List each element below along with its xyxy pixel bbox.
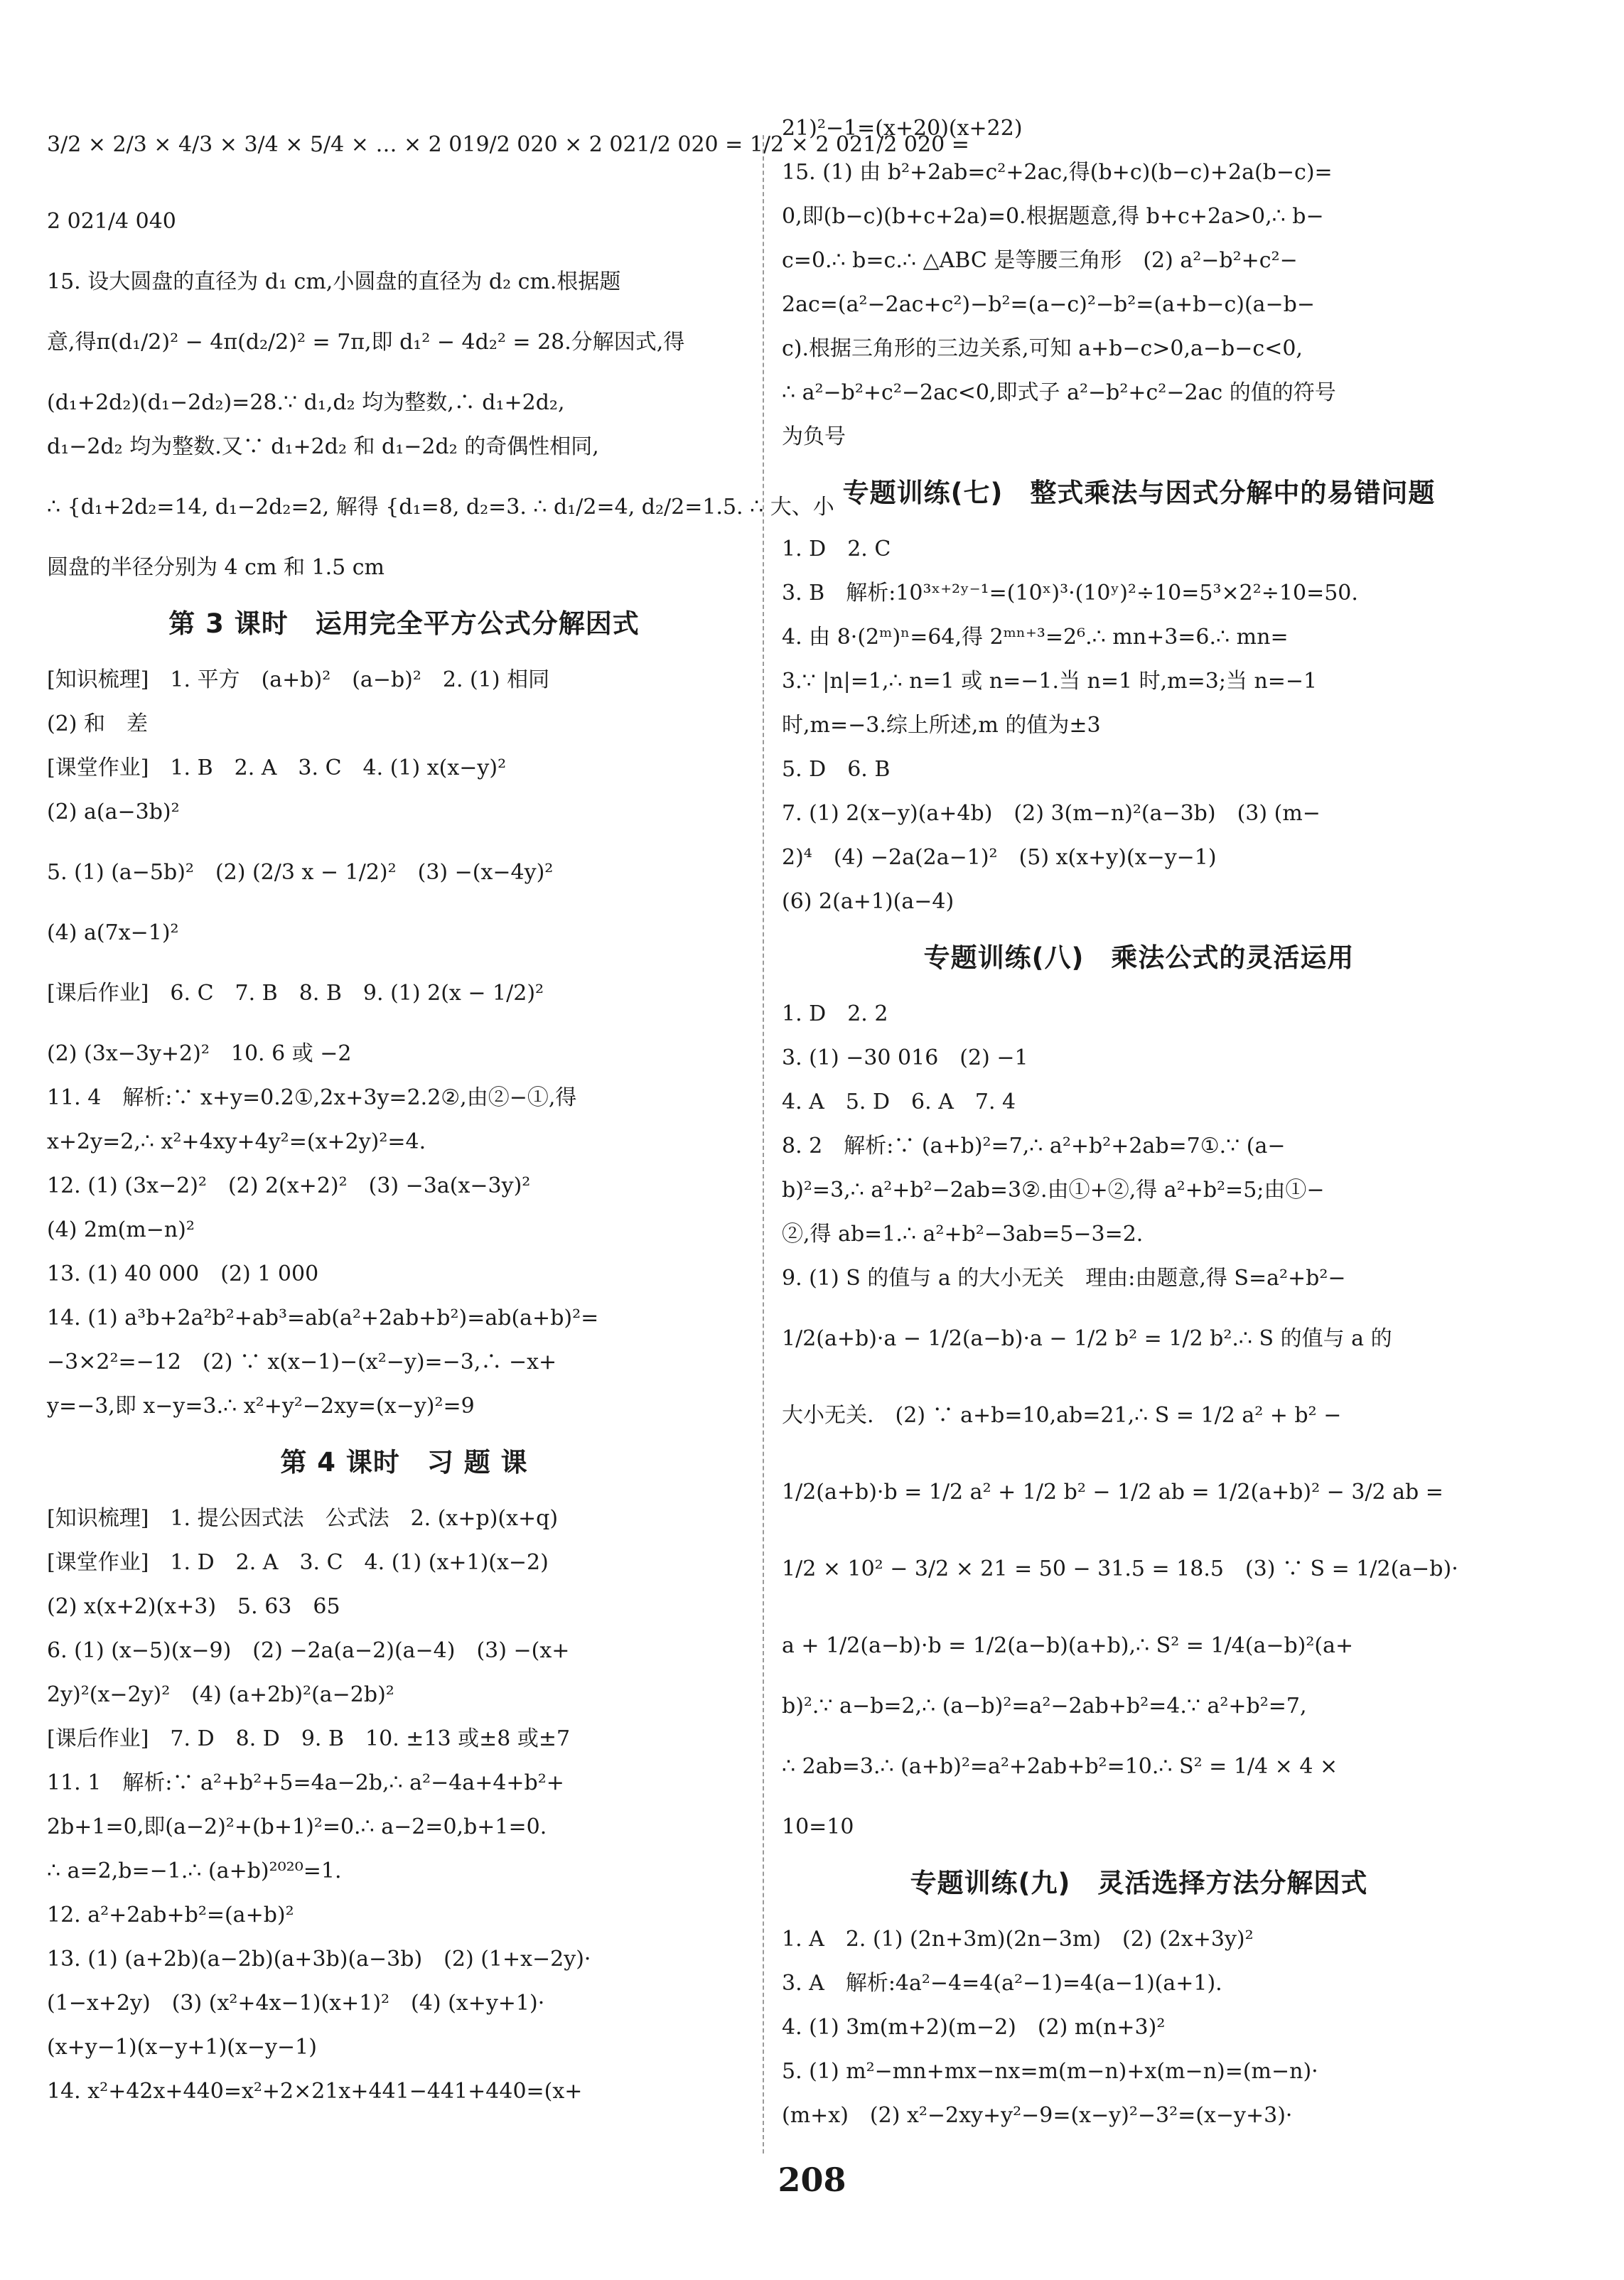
- text-line: 12. (1) (3x−2)² (2) 2(x+2)² (3) −3a(x−3y)²: [47, 1173, 531, 1198]
- text-line: [课后作业] 6. C 7. B 8. B 9. (1) 2(x − 1/2)²: [47, 981, 544, 1006]
- text-line: (m+x) (2) x²−2xy+y²−9=(x−y)²−3²=(x−y+3)·: [782, 2103, 1293, 2128]
- text-line: 3/2 × 2/3 × 4/3 × 3/4 × 5/4 × … × 2 019/2 020 × 2 021/2 020 = 1/2 × 2 021/2 020 =: [47, 132, 969, 157]
- text-line: 21)²−1=(x+20)(x+22): [782, 116, 1023, 141]
- text-line: [课堂作业] 1. D 2. A 3. C 4. (1) (x+1)(x−2): [47, 1550, 549, 1575]
- text-line: 1. D 2. C: [782, 537, 891, 561]
- text-line: y=−3,即 x−y=3.∴ x²+y²−2xy=(x−y)²=9: [47, 1394, 475, 1419]
- text-line: 1. A 2. (1) (2n+3m)(2n−3m) (2) (2x+3y)²: [782, 1927, 1254, 1952]
- text-line: 9. (1) S 的值与 a 的大小无关 理由:由题意,得 S=a²+b²−: [782, 1266, 1346, 1291]
- text-line: 6. (1) (x−5)(x−9) (2) −2a(a−2)(a−4) (3) −(x+: [47, 1638, 570, 1663]
- section-heading: 第 4 课时 习 题 课: [280, 1447, 528, 1478]
- text-line: (6) 2(a+1)(a−4): [782, 889, 954, 914]
- text-line: 10=10: [782, 1814, 854, 1839]
- text-line: 3. A 解析:4a²−4=4(a²−1)=4(a−1)(a+1).: [782, 1971, 1222, 1996]
- text-line: c).根据三角形的三边关系,可知 a+b−c>0,a−b−c<0,: [782, 336, 1303, 361]
- text-line: (1−x+2y) (3) (x²+4x−1)(x+1)² (4) (x+y+1)·: [47, 1991, 545, 2016]
- text-line: 3.∵ |n|=1,∴ n=1 或 n=−1.当 n=1 时,m=3;当 n=−1: [782, 669, 1318, 694]
- text-line: b)²=3,∴ a²+b²−2ab=3②.由①+②,得 a²+b²=5;由①−: [782, 1178, 1325, 1203]
- text-line: 11. 1 解析:∵ a²+b²+5=4a−2b,∴ a²−4a+4+b²+: [47, 1770, 564, 1795]
- text-line: 2 021/4 040: [47, 209, 176, 234]
- text-line: 11. 4 解析:∵ x+y=0.2①,2x+3y=2.2②,由②−①,得: [47, 1085, 577, 1110]
- text-line: (x+y−1)(x−y+1)(x−y−1): [47, 2035, 317, 2060]
- section-heading: 第 3 课时 运用完全平方公式分解因式: [168, 608, 640, 639]
- text-line: (2) 和 差: [47, 711, 149, 736]
- text-line: 圆盘的半径分别为 4 cm 和 1.5 cm: [47, 555, 385, 580]
- section-heading: 专题训练(八) 乘法公式的灵活运用: [923, 942, 1355, 973]
- text-line: 时,m=−3.综上所述,m 的值为±3: [782, 713, 1101, 738]
- text-line: 1/2(a+b)·b = 1/2 a² + 1/2 b² − 1/2 ab = 1/2(a+b)² − 3/2 ab =: [782, 1480, 1443, 1505]
- text-line: 意,得π(d₁/2)² − 4π(d₂/2)² = 7π,即 d₁² − 4d₂² = 28.分解因式,得: [47, 330, 685, 355]
- text-line: 2)⁴ (4) −2a(2a−1)² (5) x(x+y)(x−y−1): [782, 845, 1217, 870]
- text-line: 0,即(b−c)(b+c+2a)=0.根据题意,得 b+c+2a>0,∴ b−: [782, 204, 1324, 229]
- text-line: b)².∵ a−b=2,∴ (a−b)²=a²−2ab+b²=4.∵ a²+b²=7,: [782, 1694, 1307, 1719]
- text-line: 4. A 5. D 6. A 7. 4: [782, 1090, 1016, 1114]
- text-line: 12. a²+2ab+b²=(a+b)²: [47, 1903, 294, 1927]
- text-line: [知识梳理] 1. 平方 (a+b)² (a−b)² 2. (1) 相同: [47, 667, 550, 692]
- text-line: ∴ a=2,b=−1.∴ (a+b)²⁰²⁰=1.: [47, 1859, 342, 1883]
- text-line: 1. D 2. 2: [782, 1001, 888, 1026]
- text-line: 14. x²+42x+440=x²+2×21x+441−441+440=(x+: [47, 2079, 583, 2104]
- text-line: −3×2²=−12 (2) ∵ x(x−1)−(x²−y)=−3,∴ −x+: [47, 1350, 557, 1375]
- text-line: 4. (1) 3m(m+2)(m−2) (2) m(n+3)²: [782, 2015, 1166, 2040]
- text-line: 14. (1) a³b+2a²b²+ab³=ab(a²+2ab+b²)=ab(a+b)²=: [47, 1306, 599, 1330]
- text-line: c=0.∴ b=c.∴ △ABC 是等腰三角形 (2) a²−b²+c²−: [782, 248, 1298, 273]
- text-line: 2y)²(x−2y)² (4) (a+2b)²(a−2b)²: [47, 1682, 394, 1707]
- column-divider: [763, 135, 764, 2153]
- text-line: 13. (1) 40 000 (2) 1 000: [47, 1262, 319, 1286]
- text-line: (2) a(a−3b)²: [47, 800, 180, 824]
- text-line: 为负号: [782, 424, 846, 449]
- text-line: (4) a(7x−1)²: [47, 920, 179, 945]
- text-line: 7. (1) 2(x−y)(a+4b) (2) 3(m−n)²(a−3b) (3) (m−: [782, 801, 1321, 826]
- text-line: (d₁+2d₂)(d₁−2d₂)=28.∵ d₁,d₂ 均为整数,∴ d₁+2d₂,: [47, 390, 565, 415]
- text-line: x+2y=2,∴ x²+4xy+4y²=(x+2y)²=4.: [47, 1129, 426, 1154]
- text-line: 4. 由 8·(2ᵐ)ⁿ=64,得 2ᵐⁿ⁺³=2⁶.∴ mn+3=6.∴ mn=: [782, 625, 1289, 650]
- text-line: 5. D 6. B: [782, 757, 891, 782]
- text-line: ∴ {d₁+2d₂=14, d₁−2d₂=2, 解得 {d₁=8, d₂=3. ∴ d₁/2=4, d₂/2=1.5. ∴ 大、小: [47, 495, 834, 520]
- text-line: [课后作业] 7. D 8. D 9. B 10. ±13 或±8 或±7: [47, 1726, 571, 1751]
- text-line: [知识梳理] 1. 提公因式法 公式法 2. (x+p)(x+q): [47, 1506, 559, 1531]
- right-column: [782, 107, 1496, 2153]
- text-line: ∴ a²−b²+c²−2ac<0,即式子 a²−b²+c²−2ac 的值的符号: [782, 380, 1336, 405]
- text-line: 13. (1) (a+2b)(a−2b)(a+3b)(a−3b) (2) (1+x−2y)·: [47, 1947, 591, 1972]
- text-line: 3. (1) −30 016 (2) −1: [782, 1045, 1028, 1070]
- text-line: 8. 2 解析:∵ (a+b)²=7,∴ a²+b²+2ab=7①.∵ (a−: [782, 1134, 1286, 1158]
- text-line: 1/2 × 10² − 3/2 × 21 = 50 − 31.5 = 18.5 (3) ∵ S = 1/2(a−b)·: [782, 1556, 1458, 1581]
- text-line: 15. 设大圆盘的直径为 d₁ cm,小圆盘的直径为 d₂ cm.根据题: [47, 269, 621, 294]
- text-line: 3. B 解析:10³ˣ⁺²ʸ⁻¹=(10ˣ)³·(10ʸ)²÷10=5³×2²÷10=50.: [782, 581, 1358, 606]
- text-line: 2b+1=0,即(a−2)²+(b+1)²=0.∴ a−2=0,b+1=0.: [47, 1814, 547, 1839]
- text-line: 大小无关. (2) ∵ a+b=10,ab=21,∴ S = 1/2 a² + b² −: [782, 1403, 1342, 1428]
- text-line: [课堂作业] 1. B 2. A 3. C 4. (1) x(x−y)²: [47, 755, 507, 780]
- text-line: 5. (1) m²−mn+mx−nx=m(m−n)+x(m−n)=(m−n)·: [782, 2059, 1318, 2084]
- text-line: ∴ 2ab=3.∴ (a+b)²=a²+2ab+b²=10.∴ S² = 1/4 × 4 ×: [782, 1754, 1338, 1779]
- text-line: ②,得 ab=1.∴ a²+b²−3ab=5−3=2.: [782, 1222, 1144, 1247]
- text-line: (2) x(x+2)(x+3) 5. 63 65: [47, 1594, 340, 1619]
- text-line: 2ac=(a²−2ac+c²)−b²=(a−c)²−b²=(a+b−c)(a−b−: [782, 292, 1316, 317]
- text-line: 1/2(a+b)·a − 1/2(a−b)·a − 1/2 b² = 1/2 b².∴ S 的值与 a 的: [782, 1326, 1392, 1351]
- text-line: (4) 2m(m−n)²: [47, 1217, 195, 1242]
- text-line: a + 1/2(a−b)·b = 1/2(a−b)(a+b),∴ S² = 1/4(a−b)²(a+: [782, 1633, 1354, 1658]
- text-line: (2) (3x−3y+2)² 10. 6 或 −2: [47, 1041, 352, 1066]
- section-heading: 专题训练(七) 整式乘法与因式分解中的易错问题: [842, 478, 1436, 508]
- text-line: 5. (1) (a−5b)² (2) (2/3 x − 1/2)² (3) −(x−4y)²: [47, 860, 554, 885]
- text-line: 15. (1) 由 b²+2ab=c²+2ac,得(b+c)(b−c)+2a(b−c)=: [782, 160, 1333, 185]
- text-line: d₁−2d₂ 均为整数.又∵ d₁+2d₂ 和 d₁−2d₂ 的奇偶性相同,: [47, 434, 599, 459]
- page-number: 208: [778, 2161, 846, 2199]
- section-heading: 专题训练(九) 灵活选择方法分解因式: [910, 1868, 1368, 1898]
